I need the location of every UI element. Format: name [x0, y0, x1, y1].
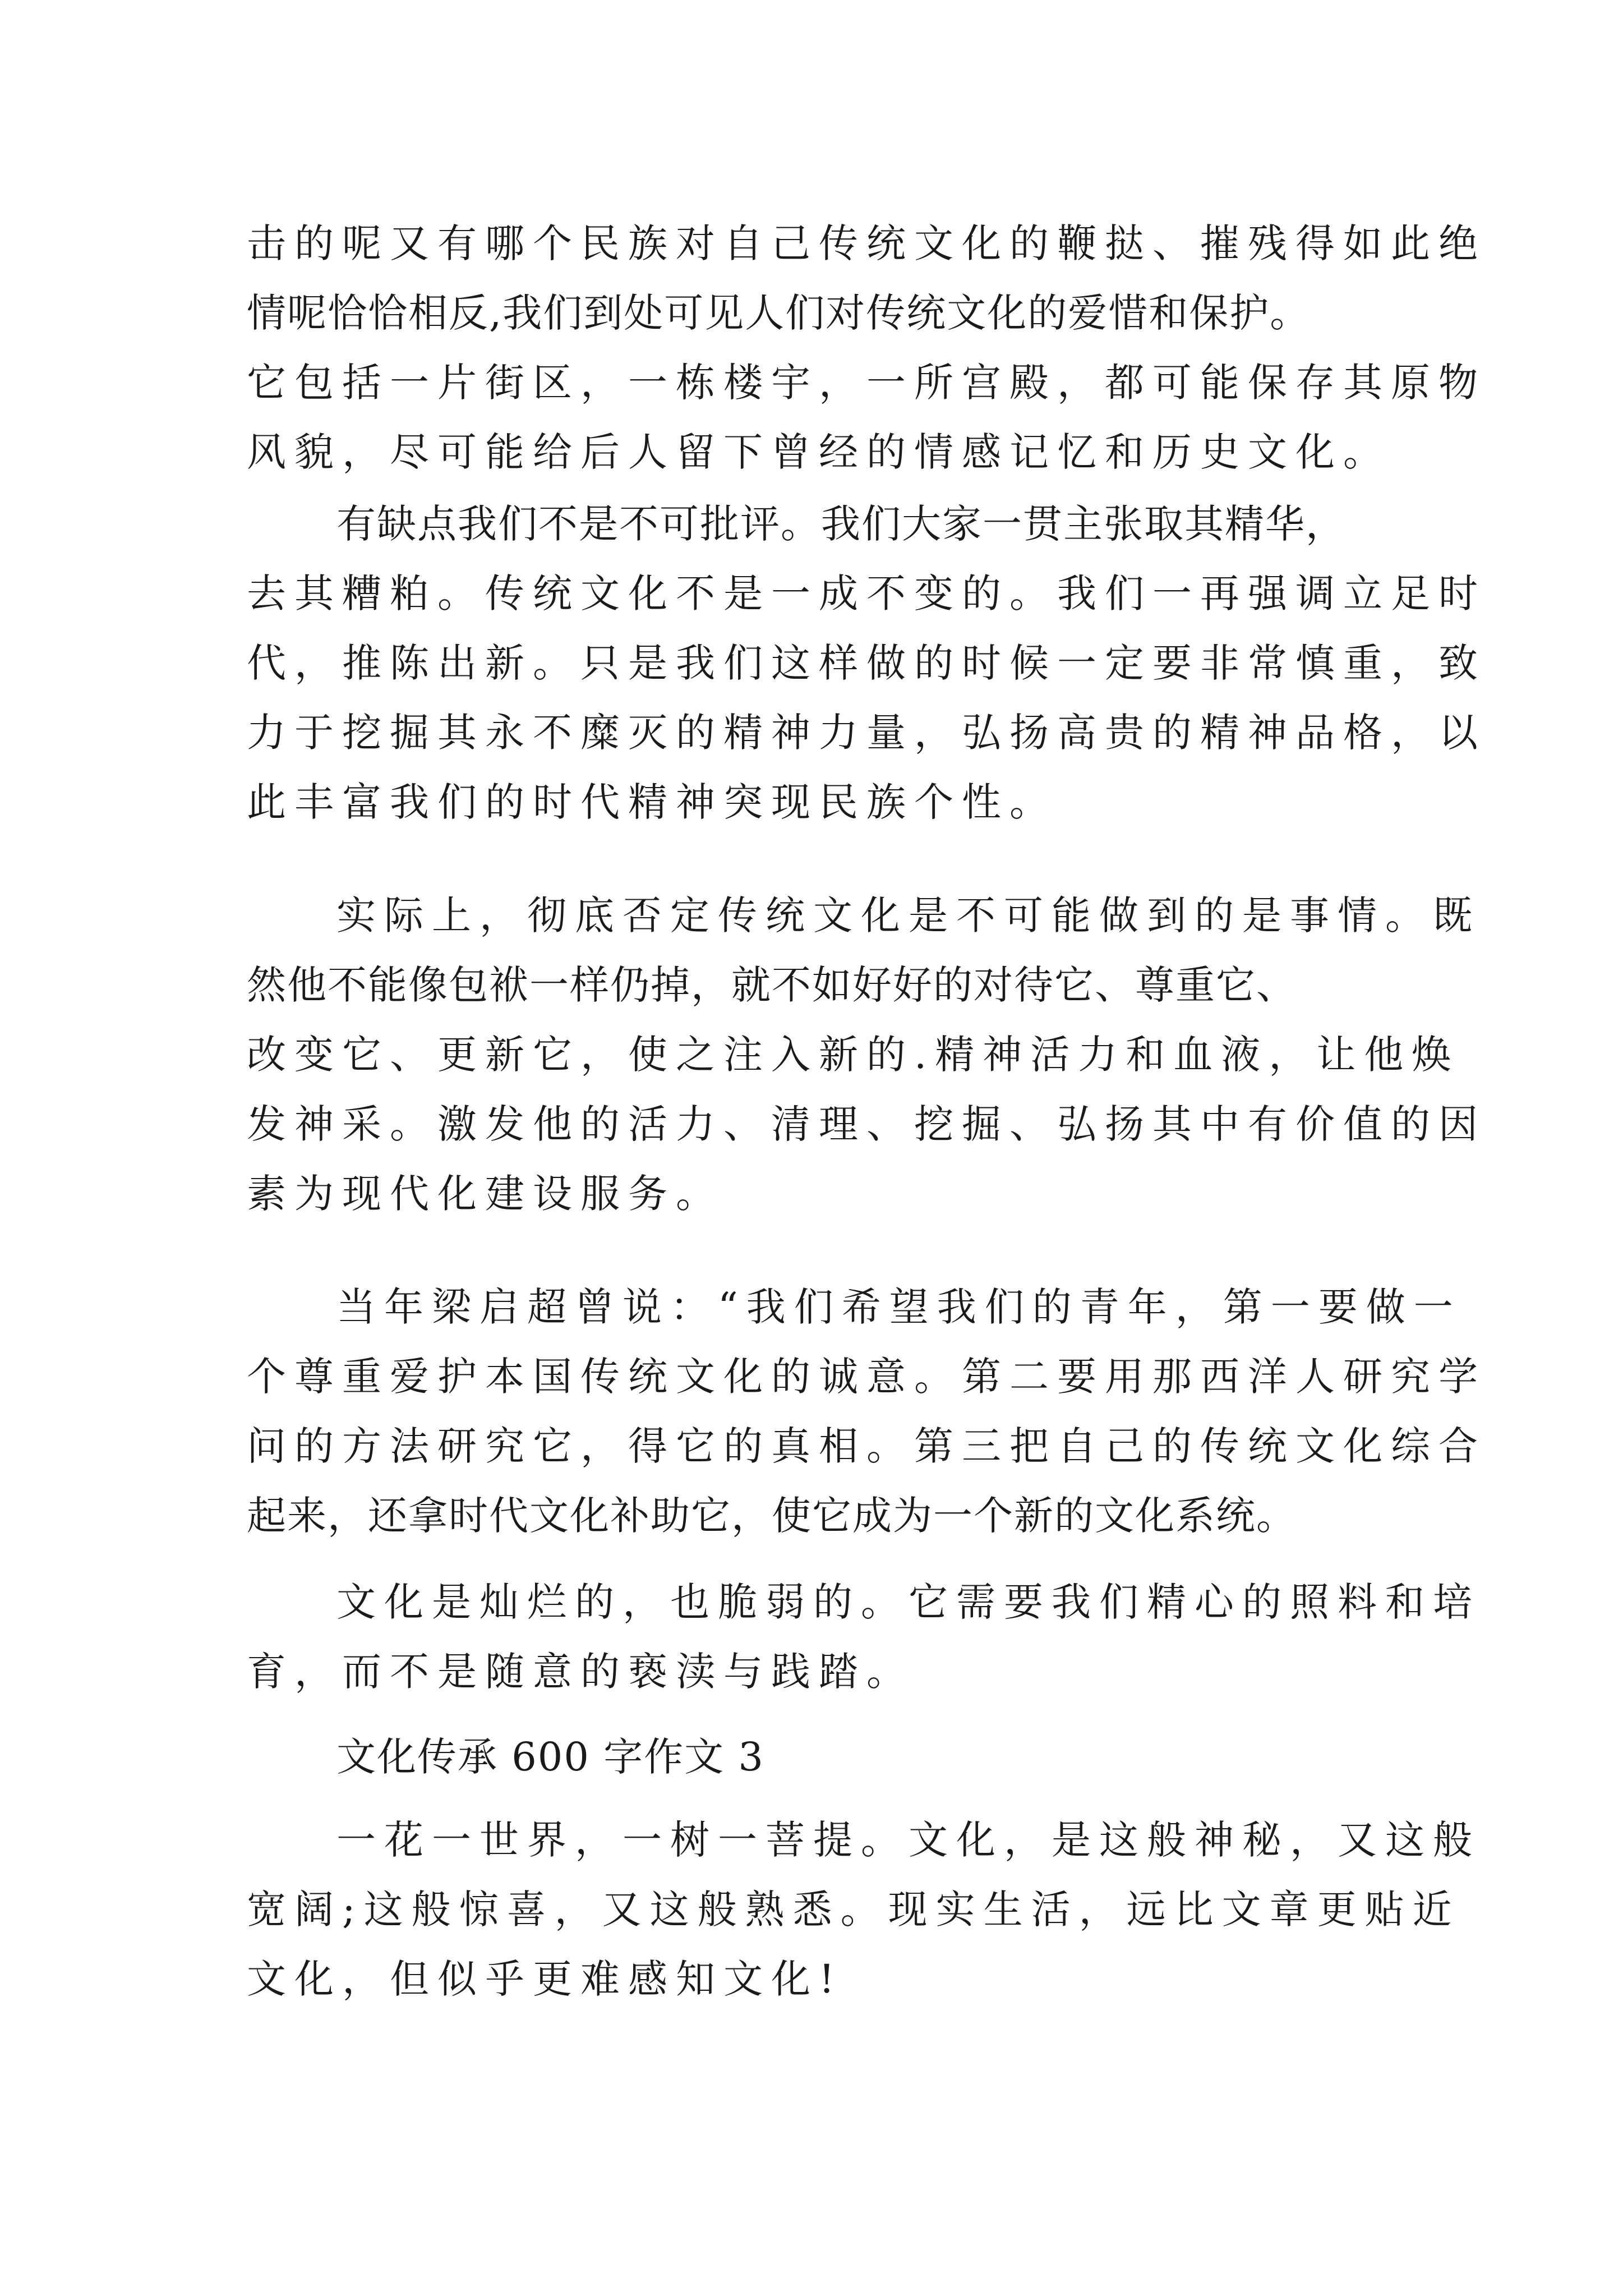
- text-line: 宽阔;这般惊喜，又这般熟悉。现实生活，远比文章更贴近: [247, 1887, 1460, 1932]
- text-line: 风貌，尽可能给后人留下曾经的情感记忆和历史文化。: [247, 429, 1391, 475]
- text-line: 击的呢又有哪个民族对自己传统文化的鞭挞、摧残得如此绝: [247, 220, 1486, 266]
- text-line: 代，推陈出新。只是我们这样做的时候一定要非常慎重，致: [247, 640, 1486, 686]
- text-line: 文化，但似乎更难感知文化!: [247, 1956, 843, 2002]
- text-line: 力于挖掘其永不糜灭的精神力量，弘扬高贵的精神品格，以: [247, 710, 1486, 756]
- paragraph-first-line: 实际上，彻底否定传统文化是不可能做到的是事情。既: [336, 892, 1481, 938]
- paragraph-first-line: 一花一世界，一树一菩提。文化，是这般神秘，又这般: [336, 1817, 1481, 1863]
- paragraph-first-line: 当年梁启超曾说：“我们希望我们的青年，第一要做一: [336, 1284, 1461, 1330]
- text-line: 情呢恰恰相反,我们到处可见人们对传统文化的爱惜和保护。: [247, 290, 1311, 336]
- text-line: 此丰富我们的时代精神突现民族个性。: [247, 779, 1057, 825]
- text-line: 问的方法研究它，得它的真相。第三把自己的传统文化综合: [247, 1423, 1486, 1469]
- text-line: 素为现代化建设服务。: [247, 1171, 723, 1217]
- text-line: 起来，还拿时代文化补助它，使它成为一个新的文化系统。: [247, 1493, 1297, 1539]
- text-line: 它包括一片街区，一栋楼宇，一所宫殿，都可能保存其原物: [247, 360, 1486, 406]
- text-line: 去其糟粕。传统文化不是一成不变的。我们一再强调立足时: [247, 570, 1486, 616]
- text-line: 个尊重爱护本国传统文化的诚意。第二要用那西洋人研究学: [247, 1354, 1486, 1400]
- text-line: 发神采。激发他的活力、清理、挖掘、弘扬其中有价值的因: [247, 1101, 1486, 1147]
- section-heading: 文化传承 600 字作文 3: [336, 1734, 764, 1780]
- text-line: 育，而不是随意的亵渎与践踏。: [247, 1649, 914, 1695]
- text-line: 改变它、更新它，使之注入新的.精神活力和血液，让他焕: [247, 1032, 1460, 1078]
- paragraph-first-line: 有缺点我们不是不可批评。我们大家一贯主张取其精华，: [336, 501, 1346, 547]
- text-line: 然他不能像包袱一样仍掉，就不如好好的对待它、尊重它、: [247, 962, 1297, 1008]
- paragraph-first-line: 文化是灿烂的，也脆弱的。它需要我们精心的照料和培: [336, 1579, 1481, 1625]
